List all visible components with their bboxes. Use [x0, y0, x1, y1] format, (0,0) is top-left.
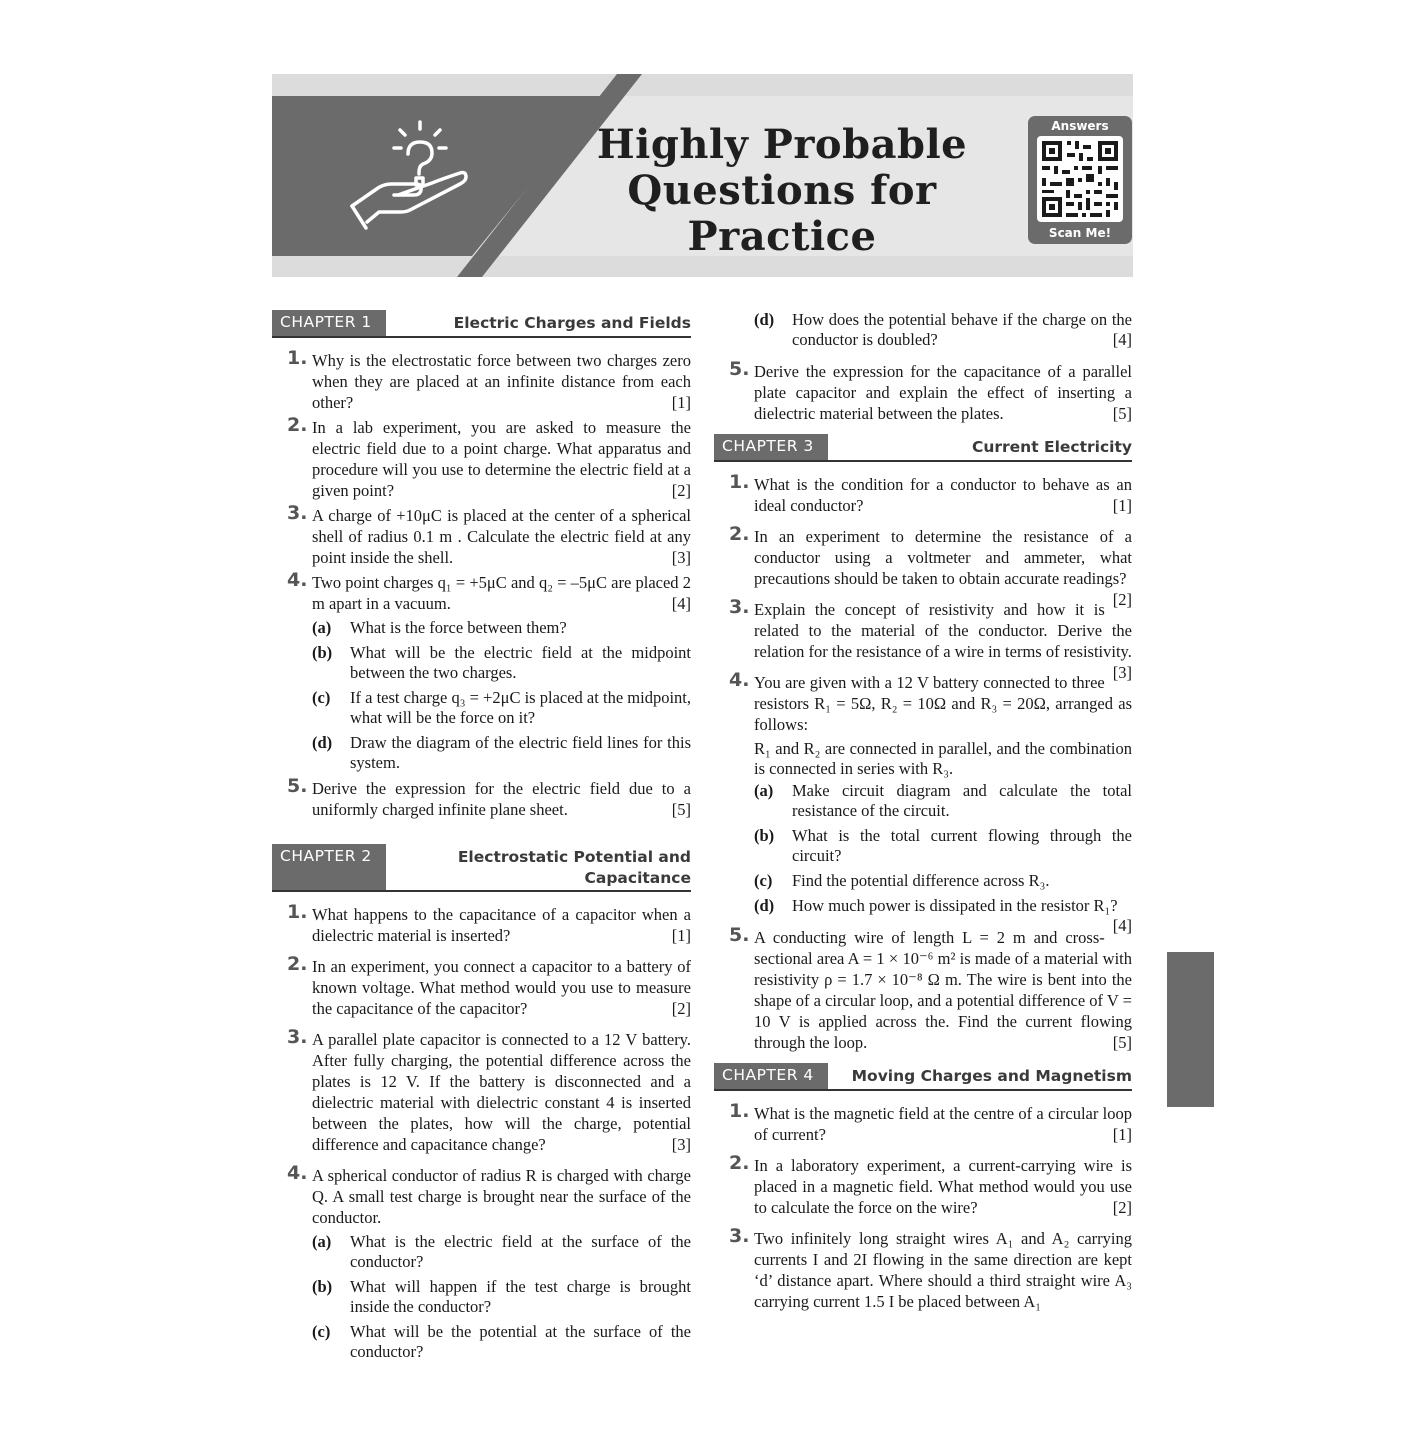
question-marks: [2]: [1112, 590, 1132, 609]
question-number: 1.: [729, 1100, 750, 1122]
sub-text: What is the electric field at the surface of the conductor?: [350, 1232, 691, 1271]
question-text: Explain the concept of resistivity and how it is related to the material of the conductor. Derive the relation for the resistance of a wire in terms of resistivity.: [754, 600, 1132, 661]
question-text: Why is the electrostatic force between two charges zero when they are placed at an infinite distance from each other?: [312, 351, 691, 412]
question-marks: [1]: [1112, 496, 1132, 515]
sub-question: [714, 826, 1132, 866]
question: [714, 1100, 1132, 1145]
chapter-tag: CHAPTER 3: [714, 434, 828, 460]
title-line-1: Highly Probable: [596, 121, 968, 168]
question-number: 1.: [729, 471, 750, 493]
question: [272, 414, 691, 501]
right-column: [714, 310, 1132, 1316]
question-marks: [4]: [1112, 916, 1132, 935]
sub-text: How much power is dissipated in the resistor R₁?: [792, 896, 1118, 915]
chapter-title: Electric Charges and Fields: [453, 314, 691, 332]
question-text: What is the condition for a conductor to behave as an ideal conductor?: [754, 475, 1132, 515]
sub-question: [272, 688, 691, 728]
question-marks: [2]: [1112, 1198, 1132, 1217]
sub-text: Draw the diagram of the electric field lines for this system.: [350, 733, 691, 772]
question-marks: [4]: [671, 594, 691, 613]
sub-question: [272, 733, 691, 773]
chapter-1-header: [272, 310, 691, 338]
question: [272, 347, 691, 413]
sub-label: (b): [312, 643, 333, 662]
question: [714, 1225, 1132, 1312]
chapter-tag: CHAPTER 1: [272, 310, 386, 336]
question-number: 5.: [729, 924, 750, 946]
question-marks: [2]: [671, 481, 691, 500]
answers-qr[interactable]: [1028, 116, 1132, 244]
question: [272, 502, 691, 568]
chapter-4-header: [714, 1063, 1132, 1091]
question-text: In a lab experiment, you are asked to measure the electric field due to a point charge. What apparatus and procedure will you use to determine the electric field at a given point?: [312, 418, 691, 500]
sub-label: (c): [754, 871, 773, 890]
title-line-2: Questions for Practice: [627, 167, 937, 260]
question-paragraph: R₁ and R₂ are connected in parallel, and the combination is connected in series with R₃.: [754, 739, 1132, 778]
qr-code[interactable]: [1037, 136, 1123, 222]
sub-question: [272, 1277, 691, 1317]
question-number: 3.: [287, 502, 308, 524]
sub-text: If a test charge q₃ = +2μC is placed at the midpoint, what will be the force on it?: [350, 688, 691, 727]
question-marks: [1]: [671, 393, 691, 412]
chapter-title: [458, 847, 691, 889]
sub-question: [272, 618, 691, 638]
question-text: What is the magnetic field at the centre of a circular loop of current?: [754, 1104, 1132, 1144]
qr-top-label: Answers: [1051, 119, 1109, 133]
sub-text: What will happen if the test charge is brought inside the conductor?: [350, 1277, 691, 1316]
question-number: 4.: [287, 569, 308, 591]
question-text: In an experiment, you connect a capacitor to a battery of known voltage. What method would you use to measure the capacitance of the capacitor?: [312, 957, 691, 1018]
sub-label: (c): [312, 1322, 331, 1341]
sub-question: [714, 781, 1132, 821]
question-text: A conducting wire of length L = 2 m and cross-sectional area A = 1 × 10⁻⁶ m² is made of a material with resistivity ρ = 1.7 × 10⁻⁸ Ω m. The wire is bent into the shape of a circular loop, and a potential difference of V = 10 V is applied across the. Find the current flowing through the loop.: [754, 928, 1132, 1052]
sub-text: What will be the electric field at the midpoint between the two charges.: [350, 643, 691, 682]
question-number: 4.: [729, 669, 750, 691]
sub-text: How does the potential behave if the charge on the conductor is doubled?: [792, 310, 1132, 349]
sub-label: (b): [754, 826, 775, 845]
question-text: Two infinitely long straight wires A₁ and A₂ carrying currents I and 2I flowing in the same direction are kept ‘d’ distance apart. Where should a third straight wire A₃ carrying current 1.5 I be placed between A₁: [754, 1229, 1132, 1311]
question-text: Derive the expression for the electric field due to a uniformly charged infinite plane sheet.: [312, 779, 691, 819]
sub-question: [714, 871, 1132, 891]
question-number: 3.: [729, 1225, 750, 1247]
question: [714, 523, 1132, 609]
question-text: In a laboratory experiment, a current-carrying wire is placed in a magnetic field. What method would you use to calculate the force on the wire?: [754, 1156, 1132, 1217]
question-marks: [5]: [1112, 404, 1132, 423]
chapter-tag: CHAPTER 4: [714, 1063, 828, 1089]
question-number: 3.: [729, 596, 750, 618]
chapter-3-header: [714, 434, 1132, 462]
question-marks: [3]: [1112, 663, 1132, 682]
question-text: A parallel plate capacitor is connected to a 12 V battery. After fully charging, the potential difference across the plates is 12 V. If the battery is disconnected and a dielectric material with dielectric constant 4 is inserted between the plates, how will the charge, potential difference and capacitance change?: [312, 1030, 691, 1154]
question-text: A charge of +10μC is placed at the center of a spherical shell of radius 0.1 m . Calculate the electric field at any point inside the shell.: [312, 506, 691, 567]
question-marks: [1]: [1112, 1125, 1132, 1144]
question-number: 4.: [287, 1162, 308, 1184]
sub-text: Find the potential difference across R₃.: [792, 871, 1050, 890]
page-title: [552, 122, 1012, 260]
question-number: 2.: [287, 414, 308, 436]
header-banner: [272, 74, 1133, 277]
sub-question: [714, 310, 1132, 350]
question: [272, 1162, 691, 1228]
sub-label: (d): [754, 896, 775, 915]
question-marks: [2]: [671, 999, 691, 1018]
question-marks: [5]: [671, 800, 691, 819]
sub-question: [272, 1232, 691, 1272]
chapter-2-header: [272, 844, 691, 892]
question-text: In an experiment to determine the resistance of a conductor using a voltmeter and ammeter, what precautions should be taken to obtain accurate readings?: [754, 527, 1132, 588]
sub-question: [714, 896, 1132, 935]
question-text: Two point charges q₁ = +5μC and q₂ = –5μC are placed 2 m apart in a vacuum.: [312, 573, 691, 613]
question: [714, 924, 1132, 1053]
question: [714, 471, 1132, 516]
sub-label: (d): [754, 310, 775, 329]
question: [714, 1152, 1132, 1218]
side-thumb-tab: [1167, 952, 1214, 1107]
chapter-tag: CHAPTER 2: [272, 844, 386, 890]
question: [272, 775, 691, 820]
sub-question: [272, 643, 691, 683]
sub-text: What is the total current flowing through the circuit?: [792, 826, 1132, 865]
question-number: 1.: [287, 347, 308, 369]
question-number: 5.: [729, 358, 750, 380]
question: [272, 901, 691, 946]
qr-bottom-label: Scan Me!: [1048, 226, 1112, 240]
question-marks: [3]: [671, 1135, 691, 1154]
sub-label: (a): [312, 618, 332, 637]
question-number: 2.: [729, 1152, 750, 1174]
question: [272, 1026, 691, 1155]
qr-code-icon: [1037, 136, 1123, 222]
question-number: 2.: [729, 523, 750, 545]
question-number: 5.: [287, 775, 308, 797]
sub-label: (a): [754, 781, 774, 800]
sub-label: (c): [312, 688, 331, 707]
question-number: 1.: [287, 901, 308, 923]
chapter-title-line-1: Electrostatic Potential and: [457, 848, 691, 866]
question-marks: [1]: [671, 926, 691, 945]
chapter-title-line-2: Capacitance: [584, 869, 691, 887]
sub-label: (a): [312, 1232, 332, 1251]
sub-label: (b): [312, 1277, 333, 1296]
chapter-title: Moving Charges and Magnetism: [851, 1067, 1132, 1085]
sub-label: (d): [312, 733, 333, 752]
sub-question: [272, 1322, 691, 1362]
question: [272, 953, 691, 1019]
question: [272, 569, 691, 614]
question-text: What happens to the capacitance of a capacitor when a dielectric material is inserted?: [312, 905, 691, 945]
question-text: Derive the expression for the capacitance of a parallel plate capacitor and explain the effect of inserting a dielectric material between the plates.: [754, 362, 1132, 423]
question-marks: [5]: [1112, 1033, 1132, 1052]
chapter-title: Current Electricity: [971, 438, 1132, 456]
question: [714, 596, 1132, 682]
sub-text: What will be the potential at the surface of the conductor?: [350, 1322, 691, 1361]
question: [714, 358, 1132, 424]
question-number: 3.: [287, 1026, 308, 1048]
question-text: You are given with a 12 V battery connected to three resistors R₁ = 5Ω, R₂ = 10Ω and R₃ = 20Ω, arranged as follows:: [754, 673, 1132, 734]
question: [714, 669, 1132, 735]
hand-question-icon: [350, 118, 470, 238]
question-marks: [3]: [671, 548, 691, 567]
sub-text: What is the force between them?: [350, 618, 567, 637]
question-marks: [4]: [1112, 330, 1132, 349]
sub-text: Make circuit diagram and calculate the total resistance of the circuit.: [792, 781, 1132, 820]
left-column: [272, 310, 691, 1367]
question-number: 2.: [287, 953, 308, 975]
question-text: A spherical conductor of radius R is charged with charge Q. A small test charge is brought near the surface of the conductor.: [312, 1166, 691, 1227]
